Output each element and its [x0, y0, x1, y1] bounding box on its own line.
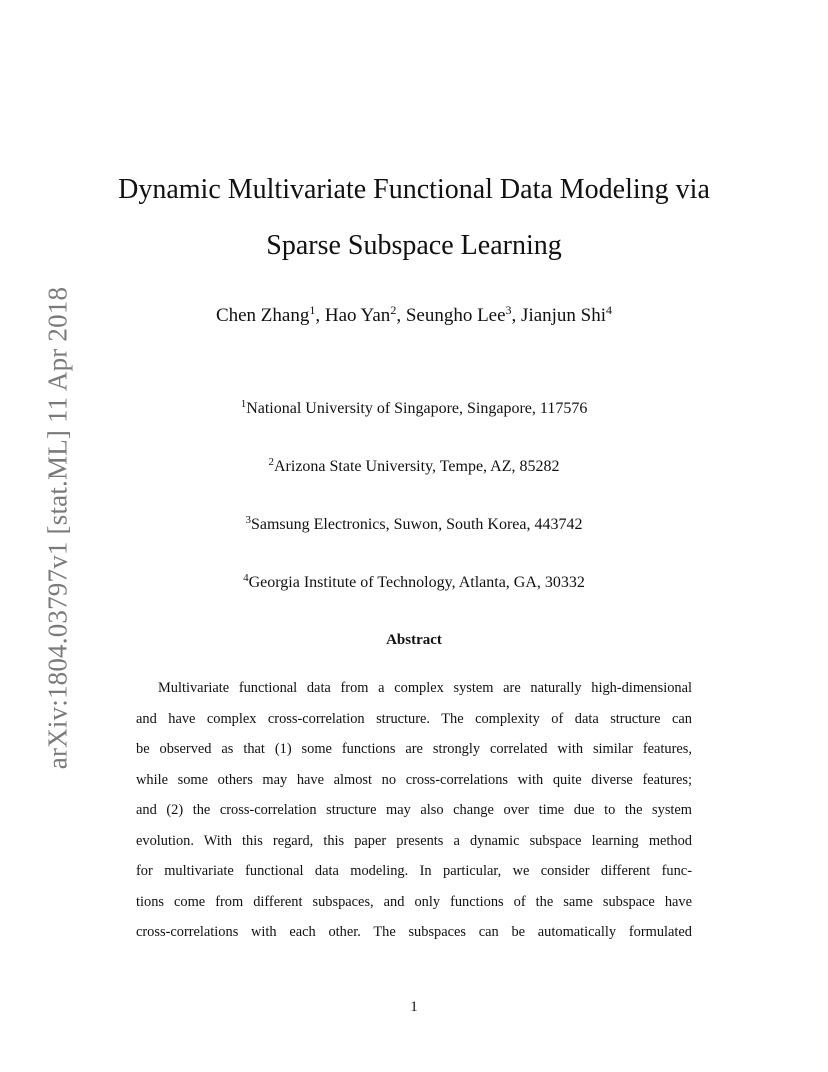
affiliation-3 [100, 516, 728, 534]
affiliation-text: Samsung Electronics, Suwon, South Korea, 443742 [250, 516, 583, 533]
author-name: Seungho Lee [405, 305, 506, 326]
affiliation-text: Arizona State University, Tempe, AZ, 85282 [274, 458, 560, 475]
author-list [100, 305, 728, 327]
abstract-line: and (2) the cross-correlation structure may also change over time due to the system [136, 802, 692, 818]
abstract-line: Multivariate functional data from a complex system are naturally high-dimensional [158, 680, 692, 696]
affiliation-4 [100, 574, 728, 592]
author-affiliation-mark: 2 [390, 303, 397, 317]
arxiv-stamp [40, 282, 76, 774]
author-separator: , [396, 305, 406, 326]
paper-title-line-2: Sparse Subspace Learning [266, 230, 562, 261]
author-name: Hao Yan [324, 305, 391, 326]
page-number: 1 [410, 999, 418, 1015]
abstract-heading: Abstract [386, 632, 442, 648]
abstract-line: be observed as that (1) some functions are strongly correlated with similar features, [136, 741, 692, 757]
affiliation-mark: 3 [245, 514, 251, 526]
author-separator: , [315, 305, 325, 326]
author-separator: , [511, 305, 522, 326]
affiliation-mark: 2 [268, 456, 274, 468]
author-affiliation-mark: 4 [606, 303, 613, 317]
abstract-line: tions come from different subspaces, and only functions of the same subspace have [136, 893, 692, 910]
affiliation-mark: 1 [240, 398, 247, 410]
author-name: Jianjun Shi [521, 305, 607, 326]
author-name: Chen Zhang [215, 305, 310, 326]
affiliation-2 [100, 458, 728, 476]
abstract-line: and have complex cross-correlation structure. The complexity of data structure can [136, 710, 692, 727]
abstract-line: for multivariate functional data modeling. In particular, we consider different func- [136, 863, 692, 879]
abstract-line: cross-correlations with each other. The subspaces can be automatically formulated [136, 924, 692, 940]
author-affiliation-mark: 3 [505, 303, 512, 317]
abstract-line: evolution. With this regard, this paper presents a dynamic subspace learning method [136, 832, 692, 849]
paper-title-line-1: Dynamic Multivariate Functional Data Modeling via [118, 174, 710, 205]
affiliation-text: Georgia Institute of Technology, Atlanta, GA, 30332 [248, 574, 585, 591]
affiliation-mark: 4 [243, 572, 249, 584]
arxiv-identifier: arXiv:1804.03797v1 [stat.ML] 11 Apr 2018 [42, 286, 73, 770]
abstract-line: while some others may have almost no cross-correlations with quite diverse features; [136, 771, 692, 788]
author-affiliation-mark: 1 [309, 303, 316, 317]
affiliation-text: National University of Singapore, Singapore, 117576 [246, 400, 588, 417]
abstract-body [136, 676, 692, 951]
affiliation-1 [100, 400, 728, 418]
